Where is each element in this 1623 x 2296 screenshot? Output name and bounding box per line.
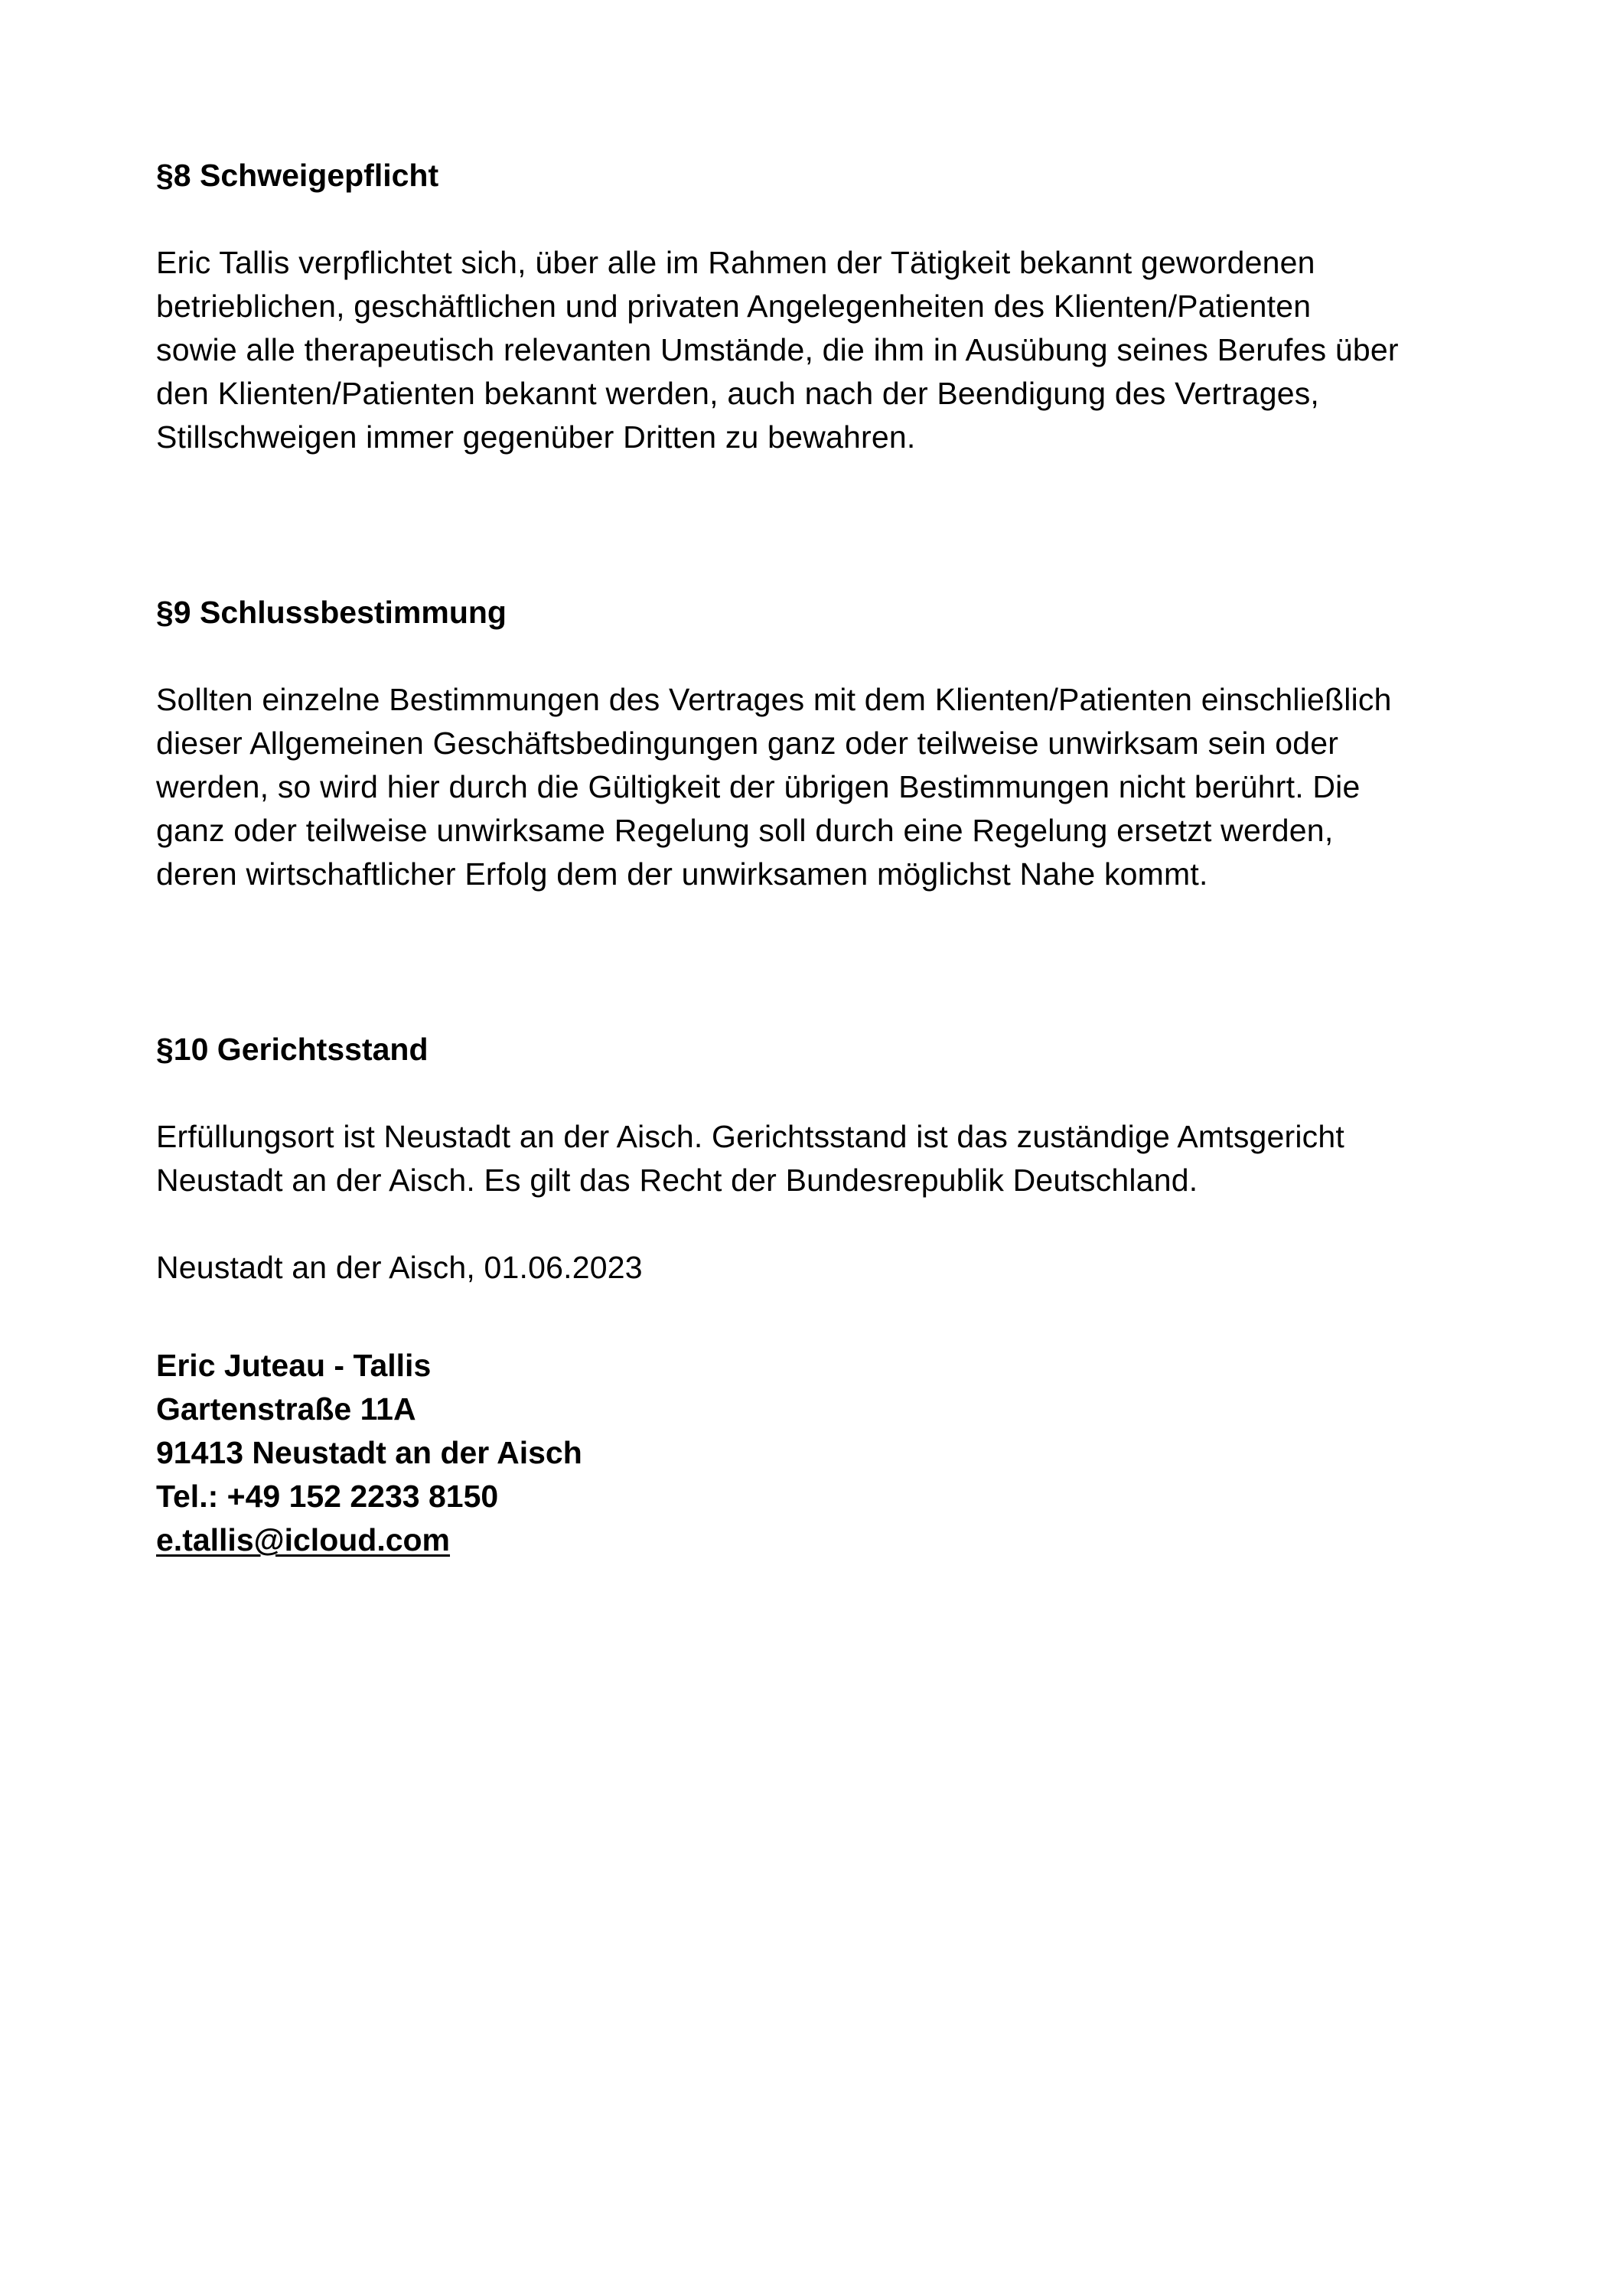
contact-street: Gartenstraße 11A bbox=[156, 1391, 416, 1427]
section-schlussbestimmung bbox=[156, 591, 1503, 896]
section-heading: §10 Gerichtsstand bbox=[156, 1032, 429, 1067]
contact-phone: Tel.: +49 152 2233 8150 bbox=[156, 1479, 499, 1514]
document-page bbox=[156, 0, 1503, 2296]
paragraph-line: den Klienten/Patienten bekannt werden, auch nach der Beendigung des Vertrages, bbox=[156, 376, 1320, 411]
paragraph-line: Sollten einzelne Bestimmungen des Vertrages mit dem Klienten/Patienten einschließlich bbox=[156, 682, 1392, 717]
contact-block bbox=[156, 1344, 582, 1562]
paragraph-line: Stillschweigen immer gegenüber Dritten zu bewahren. bbox=[156, 419, 916, 455]
place-date: Neustadt an der Aisch, 01.06.2023 bbox=[156, 1250, 643, 1285]
paragraph-line: Eric Tallis verpflichtet sich, über alle im Rahmen der Tätigkeit bekannt gewordenen bbox=[156, 245, 1315, 280]
section-paragraph bbox=[156, 1115, 1503, 1202]
section-paragraph bbox=[156, 678, 1503, 896]
paragraph-line: Erfüllungsort ist Neustadt an der Aisch. Gerichtsstand ist das zuständige Amtsgericht bbox=[156, 1119, 1344, 1154]
contact-name: Eric Juteau - Tallis bbox=[156, 1348, 432, 1383]
section-schweigepflicht bbox=[156, 154, 1503, 459]
contact-email-line bbox=[156, 1518, 582, 1562]
paragraph-line: dieser Allgemeinen Geschäftsbedingungen ganz oder teilweise unwirksam sein oder bbox=[156, 726, 1339, 761]
section-heading: §9 Schlussbestimmung bbox=[156, 595, 507, 630]
contact-city: 91413 Neustadt an der Aisch bbox=[156, 1435, 582, 1470]
section-gerichtsstand bbox=[156, 1028, 1503, 1290]
paragraph-line: werden, so wird hier durch die Gültigkeit der übrigen Bestimmungen nicht berührt. Die bbox=[156, 769, 1361, 804]
email-link[interactable]: e.tallis@icloud.com bbox=[156, 1522, 451, 1557]
section-paragraph bbox=[156, 241, 1503, 459]
paragraph-line: betrieblichen, geschäftlichen und privaten Angelegenheiten des Klienten/Patienten bbox=[156, 289, 1312, 324]
section-heading: §8 Schweigepflicht bbox=[156, 158, 439, 193]
paragraph-line: ganz oder teilweise unwirksame Regelung soll durch eine Regelung ersetzt werden, bbox=[156, 813, 1334, 848]
paragraph-line: sowie alle therapeutisch relevanten Umstände, die ihm in Ausübung seines Berufes über bbox=[156, 332, 1399, 367]
paragraph-line: Neustadt an der Aisch. Es gilt das Recht der Bundesrepublik Deutschland. bbox=[156, 1163, 1198, 1198]
paragraph-line: deren wirtschaftlicher Erfolg dem der unwirksamen möglichst Nahe kommt. bbox=[156, 856, 1208, 892]
